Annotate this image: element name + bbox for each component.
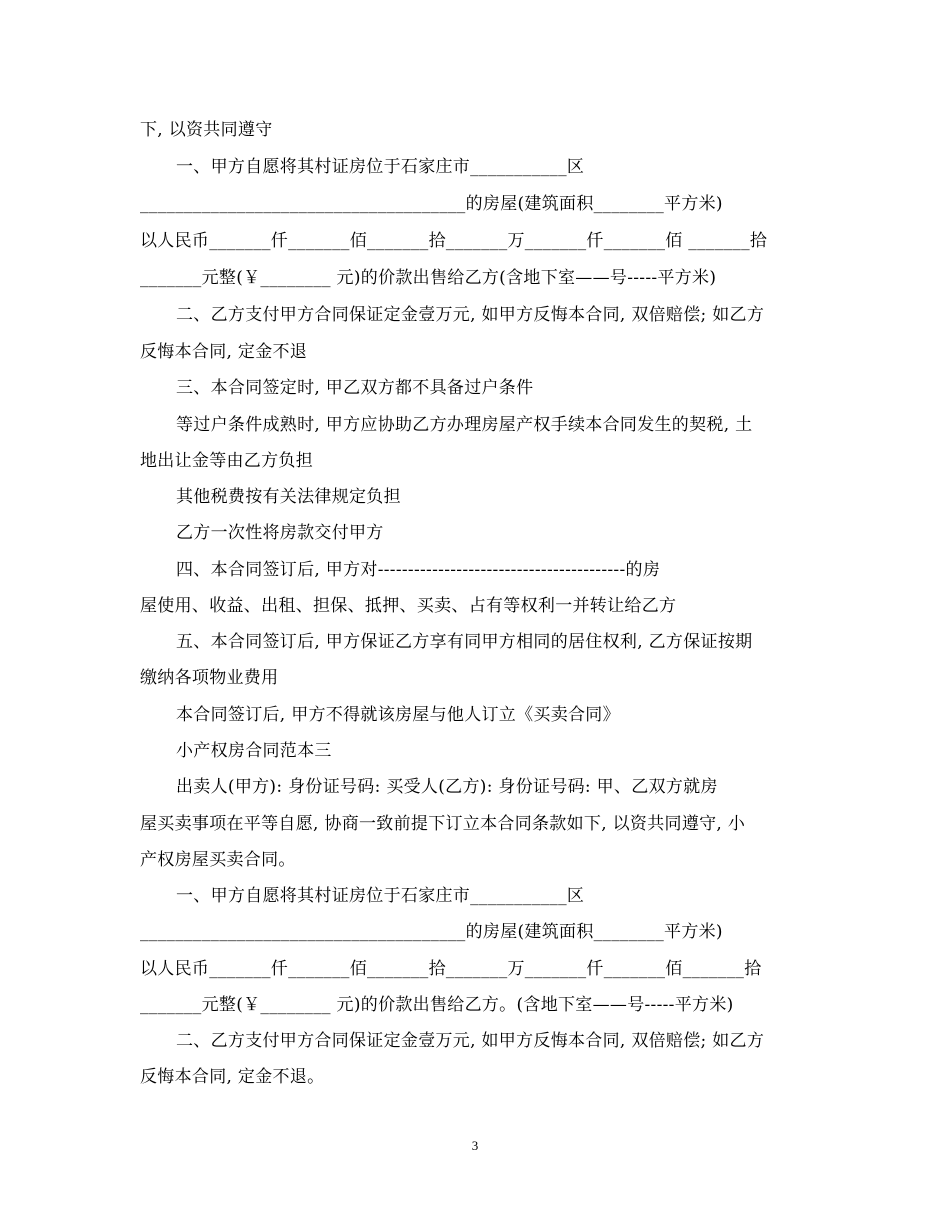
text-line: 产权房屋买卖合同。 [140,850,296,870]
text-line: 屋买卖事项在平等自愿, 协商一致前提下订立本合同条款如下, 以资共同遵守, 小 [140,814,746,834]
text-line: _____________________________________的房屋(建筑面积________平方米) [140,922,723,942]
text-line: 本合同签订后, 甲方不得就该房屋与他人订立《买卖合同》 [176,705,620,725]
text-line: 反悔本合同, 定金不退。 [140,1067,325,1087]
text-line: _______元整(￥________ 元)的价款出售给乙方。(含地下室——号-----平方米) [140,995,734,1015]
text-line: 二、乙方支付甲方合同保证定金壹万元, 如甲方反悔本合同, 双倍赔偿; 如乙方 [176,1031,765,1051]
text-line: 二、乙方支付甲方合同保证定金壹万元, 如甲方反悔本合同, 双倍赔偿; 如乙方 [176,305,765,325]
text-line: _____________________________________的房屋(建筑面积________平方米) [140,194,723,214]
text-line: 乙方一次性将房款交付甲方 [176,523,384,543]
text-line: 小产权房合同范本三 [176,741,332,761]
text-line: 反悔本合同, 定金不退 [140,342,308,362]
text-line: 地出让金等由乙方负担 [140,451,313,471]
text-line: 缴纳各项物业费用 [140,668,279,688]
text-line: 五、本合同签订后, 甲方保证乙方享有同甲方相同的居住权利, 乙方保证按期 [176,632,753,652]
text-line: 下, 以资共同遵守 [140,120,273,140]
text-line: 以人民币_______仟_______佰_______拾_______万_______仟_______佰_______拾 [140,959,762,979]
text-line: _______元整(￥________ 元)的价款出售给乙方(含地下室——号-----平方米) [140,268,717,288]
page-number: 3 [471,1138,479,1153]
text-line: 一、甲方自愿将其村证房位于石家庄市___________区 [176,157,585,177]
text-line: 等过户条件成熟时, 甲方应协助乙方办理房屋产权手续本合同发生的契税, 土 [176,415,753,435]
text-line: 四、本合同签订后, 甲方对-----------------------------------------的房 [176,560,661,580]
text-line: 以人民币_______仟_______佰_______拾_______万_______仟_______佰 _______拾 [140,231,768,251]
text-line: 屋使用、收益、出租、担保、抵押、买卖、占有等权利一并转让给乙方 [140,596,677,616]
text-line: 出卖人(甲方): 身份证号码: 买受人(乙方): 身份证号码: 甲、乙双方就房 [176,777,718,797]
text-line: 一、甲方自愿将其村证房位于石家庄市___________区 [176,886,585,906]
text-line: 三、本合同签定时, 甲乙双方都不具备过户条件 [176,378,534,398]
text-line: 其他税费按有关法律规定负担 [176,487,401,507]
